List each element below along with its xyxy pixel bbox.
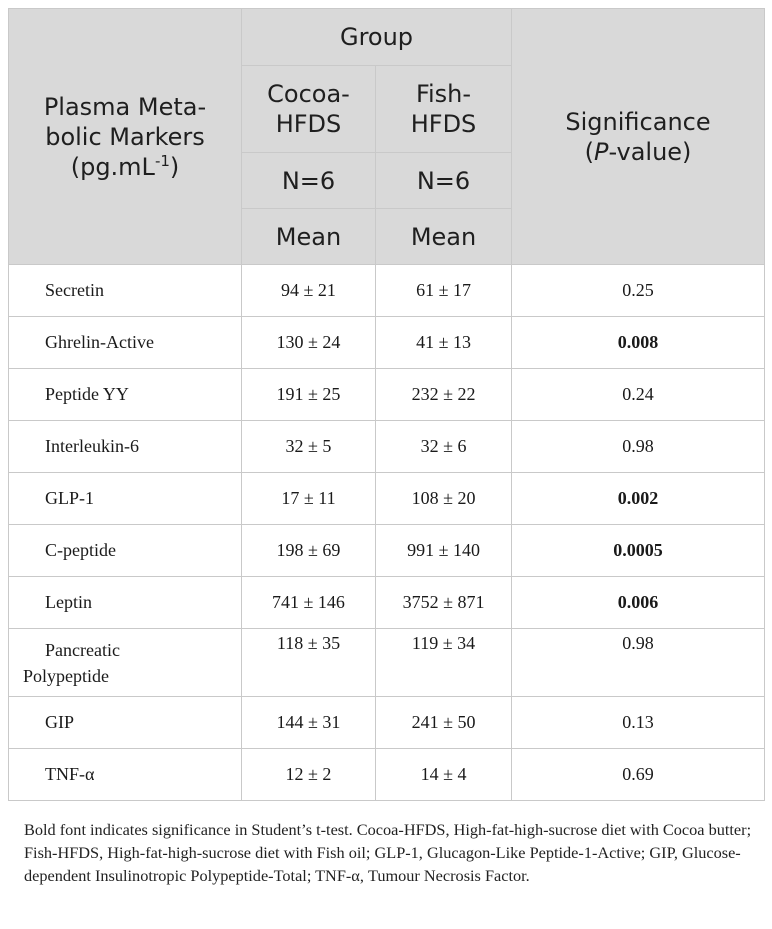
header-marker-column [9,9,242,265]
marker-name: Ghrelin-Active [9,317,242,369]
header-group: Group [242,9,512,66]
header-significance [512,9,765,265]
table-row [9,749,765,801]
fish-mean: 119 ± 34 [376,629,512,697]
table-row [9,697,765,749]
fish-mean: 108 ± 20 [376,473,512,525]
marker-name: Peptide YY [9,369,242,421]
p-value: 0.25 [512,265,765,317]
p-value: 0.69 [512,749,765,801]
marker-name-line1: Pancreatic [45,639,120,660]
cocoa-mean: 17 ± 11 [242,473,376,525]
cocoa-mean: 130 ± 24 [242,317,376,369]
header-cocoa [242,66,376,153]
table-row [9,577,765,629]
cocoa-mean: 198 ± 69 [242,525,376,577]
cocoa-mean: 144 ± 31 [242,697,376,749]
table-row [9,265,765,317]
header-marker-unit-close: ) [169,152,180,181]
header-mean-cocoa: Mean [242,209,376,265]
marker-name: GLP-1 [9,473,242,525]
header-significance-rest: -value) [608,137,692,166]
marker-name: GIP [9,697,242,749]
fish-mean: 3752 ± 871 [376,577,512,629]
marker-name-line2: Polypeptide [23,665,109,686]
header-significance-open: ( [584,137,594,166]
table-row [9,629,765,697]
cocoa-mean: 94 ± 21 [242,265,376,317]
marker-name: Leptin [9,577,242,629]
cocoa-mean: 12 ± 2 [242,749,376,801]
header-marker-line1: Plasma Meta- [43,92,207,121]
p-value: 0.0005 [512,525,765,577]
marker-name: TNF-α [9,749,242,801]
marker-name [9,629,242,697]
p-value: 0.006 [512,577,765,629]
fish-mean: 32 ± 6 [376,421,512,473]
fish-mean: 41 ± 13 [376,317,512,369]
table-footnote: Bold font indicates significance in Student’s t-test. Cocoa-HFDS, High-fat-high-sucrose diet with Cocoa butter; Fish-HFDS, High-fat-high-sucrose diet with Fish oil; GLP-1, Glucagon-Like Peptide-1-Active; GIP, Glucose-dependent Insulinotropic Polypeptide-Total; TNF-α, Tumour Necrosis Factor. [24,820,752,885]
p-value: 0.98 [512,629,765,697]
header-n-cocoa: N=6 [242,153,376,209]
p-value: 0.008 [512,317,765,369]
header-n-fish: N=6 [376,153,512,209]
header-marker-unit-exponent: -1 [154,151,170,170]
table-row [9,369,765,421]
header-cocoa-line2: HFDS [275,110,342,138]
p-value: 0.13 [512,697,765,749]
fish-mean: 991 ± 140 [376,525,512,577]
marker-name: Interleukin-6 [9,421,242,473]
p-value: 0.002 [512,473,765,525]
fish-mean: 241 ± 50 [376,697,512,749]
header-fish-line2: HFDS [410,110,477,138]
header-mean-fish: Mean [376,209,512,265]
fish-mean: 61 ± 17 [376,265,512,317]
metabolic-markers-table [8,8,765,801]
cocoa-mean: 191 ± 25 [242,369,376,421]
table-row [9,421,765,473]
table-container [8,8,764,801]
p-value: 0.98 [512,421,765,473]
cocoa-mean: 741 ± 146 [242,577,376,629]
header-fish-line1: Fish- [415,80,472,108]
cocoa-mean: 32 ± 5 [242,421,376,473]
header-significance-line1: Significance [565,107,711,136]
table-row [9,473,765,525]
header-marker-line2: bolic Markers [45,122,205,151]
table-row [9,317,765,369]
fish-mean: 232 ± 22 [376,369,512,421]
marker-name: Secretin [9,265,242,317]
fish-mean: 14 ± 4 [376,749,512,801]
header-marker-unit: (pg.mL [70,152,155,181]
cocoa-mean: 118 ± 35 [242,629,376,697]
p-value: 0.24 [512,369,765,421]
header-fish [376,66,512,153]
table-row [9,525,765,577]
header-cocoa-line1: Cocoa- [267,80,350,108]
header-significance-p: P [593,137,609,166]
marker-name: C-peptide [9,525,242,577]
